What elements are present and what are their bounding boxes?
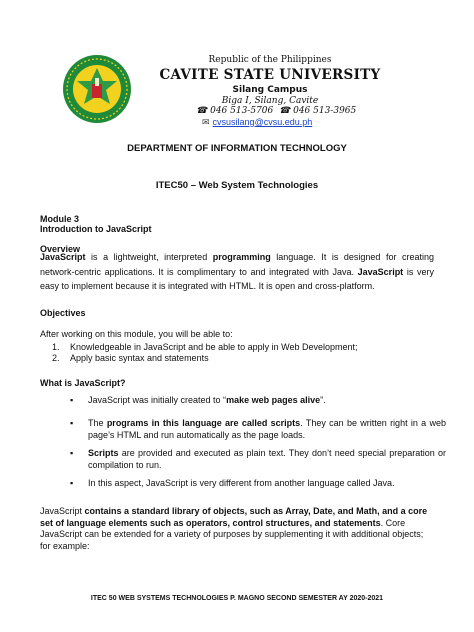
republic-line: Republic of the Philippines (208, 55, 332, 65)
list-item (52, 353, 358, 364)
bullet-text: ”. (320, 395, 326, 405)
bullet-item (70, 395, 446, 407)
overview-term: JavaScript (40, 252, 86, 262)
bullet-item (70, 478, 446, 490)
library-text: . Core JavaScript can be extended for a variety of purposes by supplementing it with additional objects; for example: (40, 517, 424, 551)
bullet-icon: ▪ (70, 418, 74, 428)
mail-icon: ✉ (202, 117, 210, 127)
bullet-item (70, 418, 446, 441)
list-number: 2. (52, 353, 60, 363)
bullet-emphasis: make web pages alive (226, 395, 321, 405)
overview-paragraph (40, 250, 434, 294)
overview-heading: Overview (40, 244, 81, 254)
library-paragraph (40, 506, 436, 552)
objectives-heading: Objectives (40, 308, 86, 318)
library-text: JavaScript (40, 506, 85, 516)
overview-text: language. It is designed for creating network-centric applications. It is complimentary to and integrated with Java. (40, 252, 434, 277)
library-emphasis: contains a standard library of objects, such as Array, Date, and Math, and a core set of language elements such as operators, control structures, and statements (40, 506, 428, 528)
overview-term: programming (212, 252, 271, 262)
what-is-heading: What is JavaScript? (40, 378, 126, 388)
phone-icon: ☎ (196, 106, 208, 116)
bullet-emphasis: Scripts (88, 448, 119, 458)
department-title: DEPARTMENT OF INFORMATION TECHNOLOGY (127, 143, 347, 154)
phone-number-2: 046 513-3965 (293, 106, 357, 116)
email-line (202, 117, 312, 128)
email-link[interactable]: cvsusilang@cvsu.edu.ph (212, 117, 313, 127)
objectives-intro: After working on this module, you will be able to: (40, 329, 233, 339)
university-name: CAVITE STATE UNIVERSITY (159, 67, 381, 83)
campus-name: Silang Campus (232, 85, 308, 95)
overview-text: is a lightweight, interpreted (85, 252, 213, 262)
cvsu-seal-logo (62, 54, 132, 124)
overview-term: JavaScript (357, 266, 404, 277)
phone-numbers (196, 106, 356, 116)
bullet-text: JavaScript was initially created to “ (88, 395, 227, 405)
bullet-emphasis: programs in this language are called scripts (106, 418, 301, 428)
bullet-text: . They can be written right in a web page’s HTML and run automatically as the page loads. (88, 418, 446, 440)
phone-number-1: 046 513-5706 (210, 106, 274, 116)
phone-icon: ☎ (276, 106, 291, 116)
campus-address: Biga I, Silang, Cavite (221, 96, 319, 106)
bullet-icon: ▪ (70, 448, 74, 458)
bullet-text: are provided and executed as plain text. They don’t need special preparation or compilation to run. (88, 448, 446, 470)
course-title: ITEC50 – Web System Technologies (155, 180, 319, 191)
overview-text: is very easy to implement because it is integrated with HTML. It is open and cross-platform. (40, 266, 434, 291)
page-footer: ITEC 50 WEB SYSTEMS TECHNOLOGIES P. MAGNO SECOND SEMESTER AY 2020-2021 (90, 595, 384, 602)
list-text: Knowledgeable in JavaScript and be able to apply in Web Development; (70, 342, 358, 352)
bullet-icon: ▪ (70, 478, 74, 488)
module-title: Introduction to JavaScript (40, 224, 152, 234)
bullet-text: The (88, 418, 107, 428)
bullet-item (70, 448, 446, 471)
list-item (52, 342, 358, 353)
module-number: Module 3 (40, 214, 80, 224)
bullet-text: In this aspect, JavaScript is very different from another language called Java. (88, 478, 395, 488)
list-text: Apply basic syntax and statements (70, 353, 209, 363)
bullet-icon: ▪ (70, 395, 74, 405)
list-number: 1. (52, 342, 60, 352)
objectives-list (52, 342, 358, 364)
